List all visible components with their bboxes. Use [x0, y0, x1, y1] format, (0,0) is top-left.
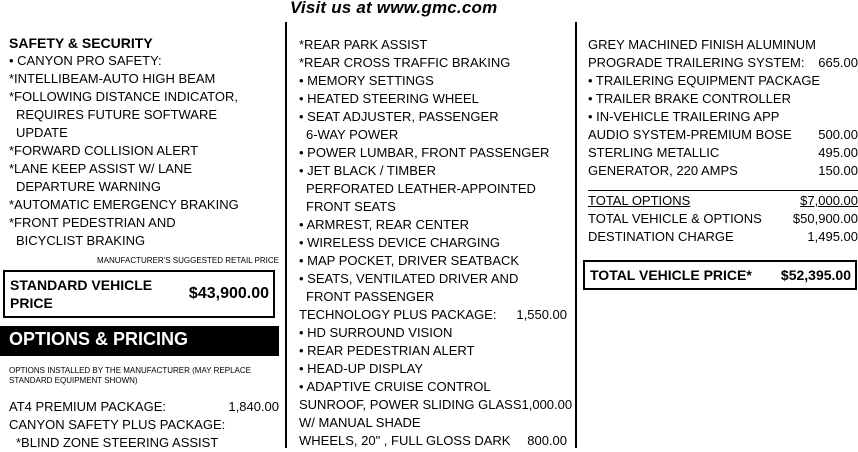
option-line-text: • HEATED STEERING WHEEL: [299, 91, 479, 106]
option-line: [299, 252, 567, 270]
options-column-3: [588, 36, 858, 290]
option-line-text: FRONT SEATS: [306, 199, 396, 214]
column-divider-1: [285, 22, 287, 448]
feature-line: *INTELLIBEAM-AUTO HIGH BEAM: [9, 71, 216, 86]
option-line-text: • MAP POCKET, DRIVER SEATBACK: [299, 253, 520, 268]
option-line-text: • ARMREST, REAR CENTER: [299, 217, 469, 232]
option-line-text: • SEATS, VENTILATED DRIVER AND: [299, 271, 519, 286]
options-note-line: OPTIONS INSTALLED BY THE MANUFACTURER (MAY REPLACE: [9, 366, 251, 375]
option-line: [299, 396, 573, 414]
option-line: [299, 180, 567, 198]
option-line-text: GREY MACHINED FINISH ALUMINUM: [588, 37, 817, 52]
option-line: [299, 360, 567, 378]
destination-charge-row: [588, 228, 858, 246]
options-note: [9, 366, 279, 386]
option-label: AT4 PREMIUM PACKAGE:: [9, 399, 166, 414]
option-line-text: • POWER LUMBAR, FRONT PASSENGER: [299, 145, 550, 160]
total-options-label: TOTAL OPTIONS: [588, 193, 691, 208]
option-line: [588, 126, 858, 144]
option-line-text: • HD SURROUND VISION: [299, 325, 453, 340]
option-line: [299, 126, 567, 144]
safety-security-heading: SAFETY & SECURITY: [9, 35, 153, 51]
option-line-text: • IN-VEHICLE TRAILERING APP: [588, 109, 780, 124]
option-line-text: • JET BLACK / TIMBER: [299, 163, 436, 178]
standard-price-box: [3, 270, 275, 318]
standard-price-value: $43,900.00: [188, 285, 269, 302]
option-line-text: *REAR PARK ASSIST: [299, 37, 428, 52]
website-banner: Visit us at www.gmc.com: [290, 0, 498, 17]
destination-charge-label: DESTINATION CHARGE: [588, 229, 734, 244]
feature-line: BICYCLIST BRAKING: [16, 233, 146, 248]
total-vehicle-price-value: $52,395.00: [780, 267, 851, 283]
option-line-text: SUNROOF, POWER SLIDING GLASS: [299, 397, 522, 412]
option-line: [299, 198, 567, 216]
option-line-text: • TRAILERING EQUIPMENT PACKAGE: [588, 73, 821, 88]
option-line-text: • REAR PEDESTRIAN ALERT: [299, 343, 475, 358]
option-label: CANYON SAFETY PLUS PACKAGE:: [9, 417, 226, 432]
options-list: [299, 36, 573, 450]
feature-line: REQUIRES FUTURE SOFTWARE: [16, 107, 218, 122]
feature-line: DEPARTURE WARNING: [16, 179, 161, 194]
option-line-text: AUDIO SYSTEM-PREMIUM BOSE: [588, 127, 792, 142]
option-line-text: TECHNOLOGY PLUS PACKAGE:: [299, 307, 497, 322]
option-line: [588, 72, 858, 90]
option-line-text: • TRAILER BRAKE CONTROLLER: [588, 91, 791, 106]
options-list: [588, 36, 858, 180]
option-line: [588, 108, 858, 126]
option-line: [299, 342, 567, 360]
option-line-price: 495.00: [818, 145, 858, 160]
option-line-text: PROGRADE TRAILERING SYSTEM:: [588, 55, 805, 70]
feature-line: *FORWARD COLLISION ALERT: [9, 143, 199, 158]
option-line: [299, 36, 567, 54]
option-line-price: 500.00: [818, 127, 858, 142]
standard-price-label: STANDARD VEHICLE PRICE: [10, 277, 153, 311]
feature-line: *AUTOMATIC EMERGENCY BRAKING: [9, 197, 239, 212]
option-row-at4: [9, 398, 279, 416]
option-line-text: 6-WAY POWER: [306, 127, 399, 142]
option-line: [299, 216, 567, 234]
option-line-text: W/ MANUAL SHADE: [299, 415, 421, 430]
option-line: [588, 144, 858, 162]
option-line-price: 665.00: [818, 55, 858, 70]
option-line: [299, 378, 567, 396]
total-vehicle-options-label: TOTAL VEHICLE & OPTIONS: [588, 211, 762, 226]
options-note-line: STANDARD EQUIPMENT SHOWN): [9, 376, 138, 385]
feature-line: *FRONT PEDESTRIAN AND: [9, 215, 176, 230]
option-line: [299, 108, 567, 126]
feature-line: • CANYON PRO SAFETY:: [9, 53, 162, 68]
option-line: [299, 288, 567, 306]
option-line: [588, 90, 858, 108]
safety-security-column: [9, 34, 279, 452]
option-line: [588, 36, 858, 54]
option-line-text: • WIRELESS DEVICE CHARGING: [299, 235, 501, 250]
option-line-text: PERFORATED LEATHER-APPOINTED: [306, 181, 536, 196]
msrp-note: MANUFACTURER'S SUGGESTED RETAIL PRICE: [97, 256, 279, 265]
option-line: [299, 414, 567, 432]
total-vehicle-options-value: $50,900.00: [792, 211, 858, 226]
option-line-text: *REAR CROSS TRAFFIC BRAKING: [299, 55, 511, 70]
option-line: [299, 306, 567, 324]
option-line: [299, 72, 567, 90]
feature-line: *FOLLOWING DISTANCE INDICATOR,: [9, 89, 238, 104]
option-line: [299, 144, 567, 162]
option-line: [299, 162, 567, 180]
option-line-text: • HEAD-UP DISPLAY: [299, 361, 423, 376]
option-line: [299, 90, 567, 108]
option-price: 1,840.00: [228, 399, 279, 414]
option-line: [588, 54, 858, 72]
total-vehicle-options-row: [588, 210, 858, 228]
option-line-price: 1,550.00: [516, 307, 567, 322]
option-line-price: 1,000.00: [521, 397, 573, 412]
option-line-text: • ADAPTIVE CRUISE CONTROL: [299, 379, 491, 394]
feature-line: *BLIND ZONE STEERING ASSIST: [16, 435, 219, 450]
option-line: [299, 54, 567, 72]
option-line: [299, 270, 567, 288]
option-line-price: 800.00: [527, 433, 567, 448]
option-line-text: FRONT PASSENGER: [306, 289, 435, 304]
option-line-price: 150.00: [818, 163, 858, 178]
options-column-2: [299, 36, 573, 450]
total-options-row: [588, 192, 858, 210]
total-vehicle-price-label: TOTAL VEHICLE PRICE*: [590, 267, 752, 283]
column-divider-2: [575, 22, 577, 448]
total-vehicle-price-box: [583, 260, 857, 290]
totals-section: [588, 190, 858, 246]
feature-line: *LANE KEEP ASSIST W/ LANE: [9, 161, 193, 176]
destination-charge-value: 1,495.00: [807, 229, 858, 244]
option-line-text: • MEMORY SETTINGS: [299, 73, 434, 88]
option-line: [588, 162, 858, 180]
option-line-text: WHEELS, 20" , FULL GLOSS DARK: [299, 433, 511, 448]
option-line-text: STERLING METALLIC: [588, 145, 720, 160]
option-line: [299, 234, 567, 252]
total-options-value: $7,000.00: [800, 193, 858, 208]
option-line-text: GENERATOR, 220 AMPS: [588, 163, 738, 178]
options-pricing-heading: OPTIONS & PRICING: [0, 326, 279, 356]
option-line: [299, 324, 567, 342]
option-line-text: • SEAT ADJUSTER, PASSENGER: [299, 109, 499, 124]
option-line: [299, 432, 567, 450]
feature-line: UPDATE: [16, 125, 68, 140]
